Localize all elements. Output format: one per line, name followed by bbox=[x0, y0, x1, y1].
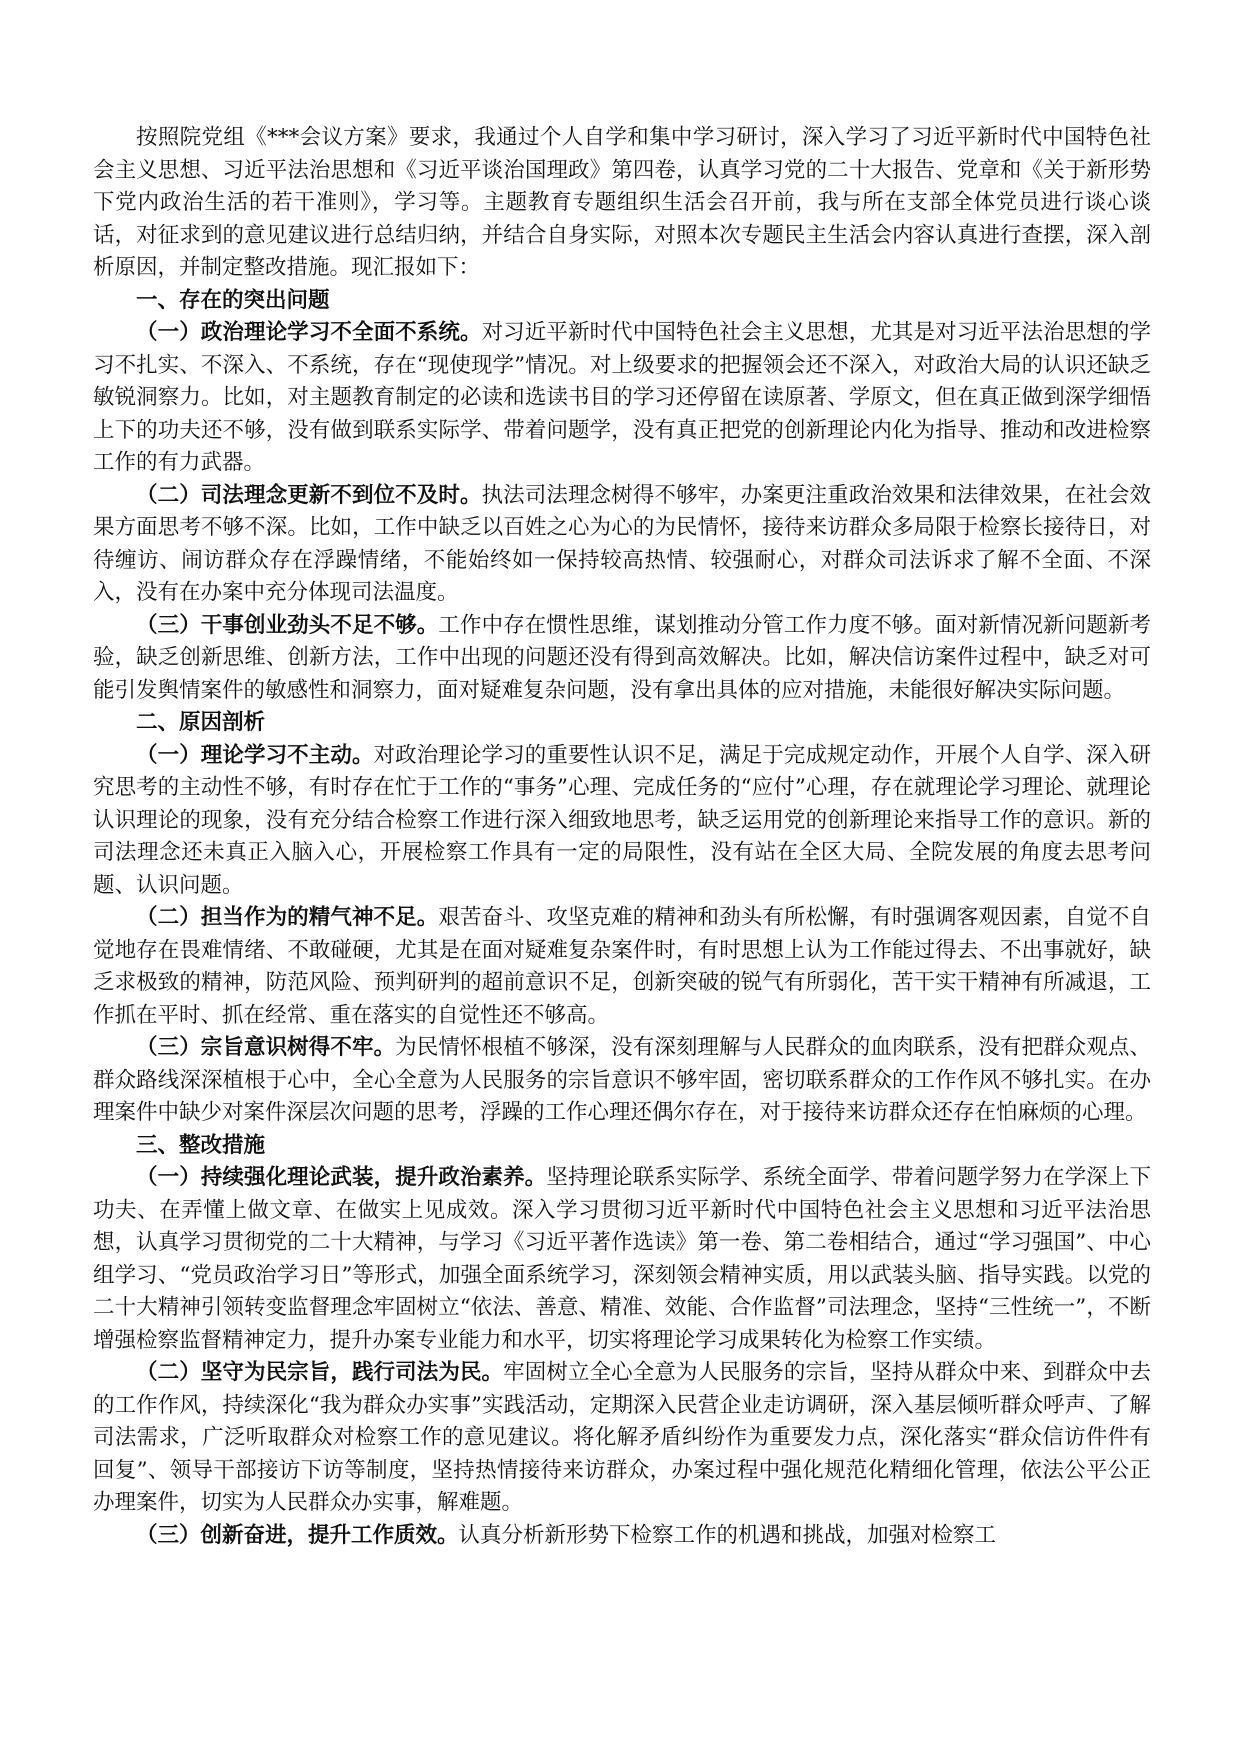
measure-item-3 bbox=[93, 1520, 1151, 1553]
item-text: 对政治理论学习的重要性认识不足，满足于完成规定动作，开展个人自学、深入研究思考的主动性不够，有时存在忙于工作的“事务”心理、完成任务的“应付”心理，存在就理论学习理论、就理论认识理论的现象，没有充分结合检察工作进行深入细致地思考，缺乏运用党的创新理论来指导工作的意识。新的司法理念还未真正入脑入心，开展检察工作具有一定的局限性，没有站在全区大局、全院发展的角度去思考问题、认识问题。 bbox=[93, 742, 1151, 898]
measure-item-2 bbox=[93, 1357, 1151, 1520]
problem-item-2 bbox=[93, 480, 1151, 610]
item-text: 对习近平新时代中国特色社会主义思想，尤其是对习近平法治思想的学习不扎实、不深入、不系统，存在“现使现学”情况。对上级要求的把握领会还不深入，对政治大局的认识还缺乏敏锐洞察力。比如，对主题教育制定的必读和选读书目的学习还停留在读原著、学原文，但在真正做到深学细悟上下的功夫还不够，没有做到联系实际学、带着问题学，没有真正把党的创新理论内化为指导、推动和改进检察工作的有力武器。 bbox=[93, 320, 1151, 475]
section-heading-measures: 三、整改措施 bbox=[136, 1132, 266, 1158]
item-lead: （一）持续强化理论武装，提升政治素养。 bbox=[136, 1165, 547, 1190]
item-text: 工作中存在惯性思维，谋划推动分管工作力度不够。面对新情况新问题新考验，缺乏创新思维、创新方法，工作中出现的问题还没有得到高效解决。比如，解决信访案件过程中，缺乏对可能引发舆情案件的敏感性和洞察力，面对疑难复杂问题，没有拿出具体的应对措施，未能很好解决实际问题。 bbox=[93, 612, 1151, 703]
problem-item-3 bbox=[93, 610, 1151, 708]
item-text: 执法司法理念树得不够牢，办案更注重政治效果和法律效果，在社会效果方面思考不够不深。比如，工作中缺乏以百姓之心为心的为民情怀，接待来访群众多局限于检察长接待日，对待缠访、闹访群众存在浮躁情绪，不能始终如一保持较高热情、较强耐心，对群众司法诉求了解不全面、不深入，没有在办案中充分体现司法温度。 bbox=[93, 482, 1151, 605]
measure-item-1 bbox=[93, 1162, 1151, 1357]
item-text: 为民情怀根植不够深，没有深刻理解与人民群众的血肉联系，没有把群众观点、群众路线深深植根于心中，全心全意为人民服务的宗旨意识不够牢固，密切联系群众的工作作风不够扎实。在办理案件中缺少对案件深层次问题的思考，浮躁的工作心理还偶尔存在，对于接待来访群众还存在怕麻烦的心理。 bbox=[93, 1035, 1151, 1125]
item-lead: （三）创新奋进，提升工作质效。 bbox=[136, 1522, 459, 1548]
item-lead: （一）政治理论学习不全面不系统。 bbox=[136, 320, 482, 345]
item-lead: （二）司法理念更新不到位不及时。 bbox=[136, 482, 482, 508]
item-lead: （二）担当作为的精气神不足。 bbox=[136, 905, 439, 930]
section-heading-problems: 一、存在的突出问题 bbox=[136, 287, 330, 313]
item-text: 坚持理论联系实际学、系统全面学、带着问题学努力在学深上下功夫、在弄懂上做文章、在做实上见成效。深入学习贯彻习近平新时代中国特色社会主义思想和习近平法治思想，认真学习贯彻党的二十大精神，与学习《习近平著作选读》第一卷、第二卷相结合，通过“学习强国”、中心组学习、“党员政治学习日”等形式，加强全面系统学习，深刻领会精神实质，用以武装头脑、指导实践。以党的二十大精神引领转变监督理念牢固树立“依法、善意、精准、效能、合作监督”司法理念，坚持“三性统一”，不断增强检察监督精神定力，提升办案专业能力和水平，切实将理论学习成果转化为检察工作实绩。 bbox=[93, 1165, 1151, 1353]
cause-item-2 bbox=[93, 902, 1151, 1032]
item-lead: （二）坚守为民宗旨，践行司法为民。 bbox=[136, 1360, 504, 1385]
item-text: 认真分析新形势下检察工作的机遇和挑战，加强对检察工 bbox=[458, 1522, 997, 1548]
cause-item-1 bbox=[93, 740, 1151, 903]
item-text: 艰苦奋斗、攻坚克难的精神和劲头有所松懈，有时强调客观因素，自觉不自觉地存在畏难情绪、不敢碰硬，尤其是在面对疑难复杂案件时，有时思想上认为工作能过得去、不出事就好，缺乏求极致的精神，防范风险、预判研判的超前意识不足，创新突破的锐气有所弱化，苦干实干精神有所减退，工作抓在平时、抓在经常、重在落实的自觉性还不够高。 bbox=[93, 905, 1151, 1028]
item-lead: （三）干事创业劲头不足不够。 bbox=[136, 612, 439, 638]
item-text: 牢固树立全心全意为人民服务的宗旨，坚持从群众中来、到群众中去的工作作风，持续深化“我为群众办实事”实践活动，定期深入民营企业走访调研，深入基层倾听群众呼声、了解司法需求，广泛听取群众对检察工作的意见建议。将化解矛盾纠纷作为重要发力点，深化落实“群众信访件件有回复”、领导干部接访下访等制度，坚持热情接待来访群众，办案过程中强化规范化精细化管理，依法公平公正办理案件，切实为人民群众办实事，解难题。 bbox=[93, 1360, 1151, 1515]
document-page bbox=[93, 122, 1151, 1552]
section-heading-causes: 二、原因剖析 bbox=[136, 710, 266, 735]
cause-item-3 bbox=[93, 1032, 1151, 1130]
item-lead: （三）宗旨意识树得不牢。 bbox=[136, 1035, 396, 1060]
intro-paragraph: 按照院党组《***会议方案》要求，我通过个人自学和集中学习研讨，深入学习了习近平新时代中国特色社会主义思想、习近平法治思想和《习近平谈治国理政》第四卷，认真学习党的二十大报告、党章和《关于新形势下党内政治生活的若干准则》，学习等。主题教育专题组织生活会召开前，我与所在支部全体党员进行谈心谈话，对征求到的意见建议进行总结归纳，并结合自身实际，对照本次专题民主生活会内容认真进行查摆，深入剖析原因，并制定整改措施。现汇报如下： bbox=[93, 125, 1151, 280]
item-lead: （一）理论学习不主动。 bbox=[136, 742, 374, 768]
problem-item-1 bbox=[93, 317, 1151, 480]
